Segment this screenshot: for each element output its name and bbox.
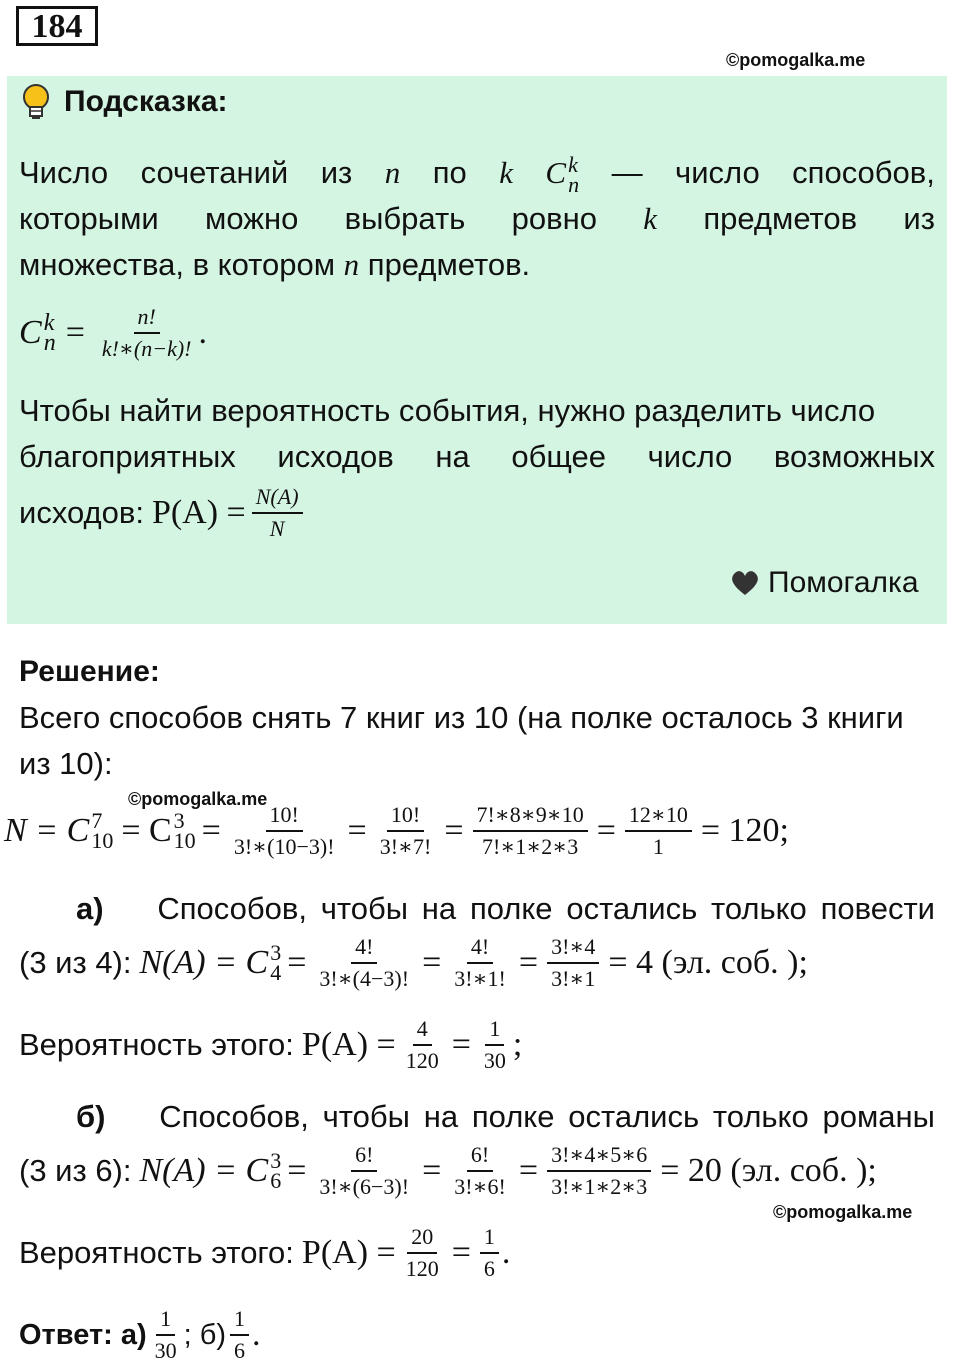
part-b-probability: Вероятность этого: P(A) = $\frac{20}{120}$ = $\frac{1}{6}$ . — [19, 1224, 511, 1281]
watermark-top: ©pomogalka.me — [726, 50, 866, 70]
hint-line-5: благоприятных исходов на общее число возможных — [19, 439, 935, 474]
fraction: $\frac{7!∗8∗9∗10}{7!∗1∗2∗3}$ — [473, 802, 588, 860]
text: множества, в котором — [19, 247, 336, 282]
fraction: $\frac{10!}{3!∗7!}$ — [379, 802, 432, 859]
word: сочетаний — [140, 155, 289, 190]
brand-name: Помогалка — [768, 566, 919, 599]
math-n: n — [343, 247, 360, 282]
solution-intro-1: Всего способов снять 7 книг из 10 (на полке осталось 3 книги — [19, 700, 904, 735]
part-a-line-1: а) Способов, чтобы на полке остались только повести — [76, 891, 935, 926]
word: которыми — [19, 201, 159, 236]
hint-formula: C k n = $\frac{n!}{k!∗(n-k)!}$ . — [19, 304, 208, 361]
heart-icon — [730, 569, 760, 597]
hint-title: Подсказка: — [64, 85, 228, 118]
probability: P(A) = — [151, 494, 246, 531]
fraction-combination: $\frac{n!}{k!∗(n-k)!}$ — [101, 304, 192, 361]
math-c: C — [19, 314, 42, 351]
dash: — — [611, 155, 643, 190]
word: предметов — [703, 201, 858, 236]
math-k: k — [643, 201, 658, 236]
watermark-bottom: ©pomogalka.me — [773, 1202, 913, 1222]
text: исходов: — [19, 495, 144, 530]
equation-total: N = C 7 10 = C 3 10 = $\frac{10!}{3!∗(10-3)!}$ = $\frac{10!}{3!∗7!}$ = $\frac{7!∗8∗9∗10}{7!∗1∗2∗3}$ = $\frac{12∗10}{1}$ = 120; — [4, 802, 789, 859]
part-b-equation: (3 из 6): N(A) = C 3 6 = $\frac{6!}{3!∗(6-3)!}$ = $\frac{6!}{3!∗6!}$ = $\frac{3!∗4∗5∗6}{3!∗1∗2∗3}$ = 20 (эл. соб. ); — [19, 1142, 877, 1199]
lightbulb-icon — [20, 82, 52, 122]
problem-number: 184 — [16, 6, 98, 46]
hint-line-4: Чтобы найти вероятность события, нужно разделить число — [19, 393, 876, 428]
hint-line-1 — [19, 150, 935, 196]
part-a-equation: (3 из 4): N(A) = C 3 4 = $\frac{4!}{3!∗(4-3)!}$ = $\frac{4!}{3!∗1!}$ = $\frac{3!∗4}{3!∗1}$ = 4 (эл. соб. ); — [19, 934, 808, 991]
answer: Ответ: а) $\frac{1}{30}$ ; б) $\frac{1}{6}$ . — [19, 1306, 261, 1363]
math-n: n — [384, 155, 401, 190]
math-indices: k n — [43, 310, 56, 356]
word: Число — [19, 155, 109, 190]
hint-line-6 — [19, 484, 306, 542]
word: из — [320, 155, 353, 190]
math-k: k — [499, 155, 513, 190]
word: ровно — [511, 201, 597, 236]
fraction: $\frac{12∗10}{1}$ — [625, 802, 692, 860]
word: число — [675, 155, 760, 190]
word: можно — [205, 201, 299, 236]
solution-intro-2: из 10): — [19, 746, 113, 781]
part-a-probability: Вероятность этого: P(A) = $\frac{4}{120}$ = $\frac{1}{30}$ ; — [19, 1016, 523, 1073]
equals: = — [65, 314, 85, 351]
word: по — [432, 155, 467, 190]
hint-line-2 — [19, 196, 935, 242]
math-cnk: C k n — [545, 151, 580, 197]
word: из — [903, 201, 935, 236]
hint-line-3 — [19, 242, 530, 288]
fraction: $\frac{10!}{3!∗(10-3)!}$ — [233, 802, 335, 859]
word: выбрать — [344, 201, 466, 236]
solution-title: Решение: — [19, 655, 160, 688]
watermark-mid: ©pomogalka.me — [128, 789, 268, 809]
brand — [730, 566, 919, 600]
word: способов, — [792, 155, 935, 190]
fraction-probability: $\frac{N(A)}{N}$ — [252, 484, 303, 542]
text: предметов. — [367, 247, 531, 282]
hint-header — [20, 82, 228, 122]
part-b-line-1: б) Способов, чтобы на полке остались только романы — [76, 1099, 935, 1134]
